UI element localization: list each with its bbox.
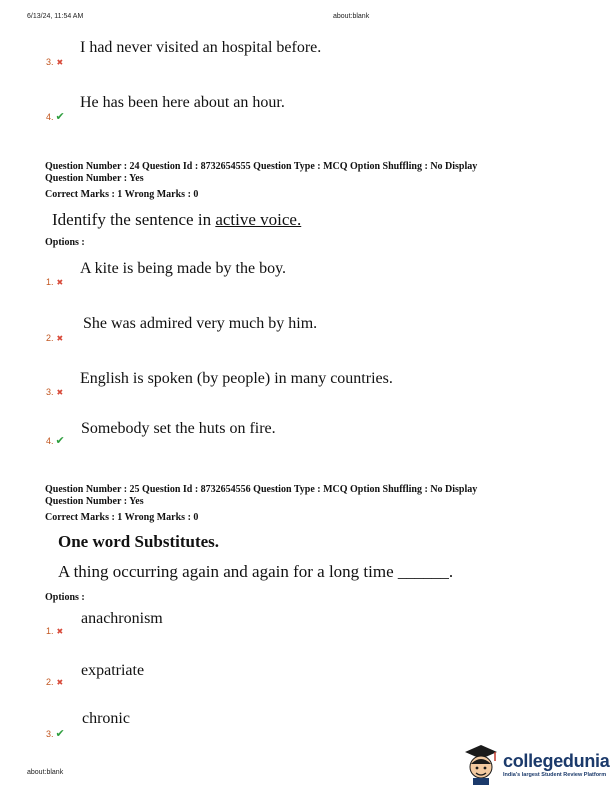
cross-icon: ✖ (56, 278, 64, 287)
q24-option-4-text: Somebody set the huts on fire. (81, 420, 276, 437)
q24-option-3-number: 3. ✖ (46, 387, 64, 397)
q24-option-3-text: English is spoken (by people) in many countries. (80, 370, 393, 387)
q24-option-2-number: 2. ✖ (46, 333, 64, 343)
collegedunia-logo (461, 742, 609, 786)
logo-tagline: India's largest Student Review Platform (503, 771, 607, 778)
check-icon: ✔ (55, 435, 65, 447)
prev-option-4-text: He has been here about an hour. (80, 94, 285, 111)
cross-icon: ✖ (56, 388, 64, 397)
check-icon: ✔ (55, 111, 65, 123)
q25-option-1-text: anachronism (81, 610, 163, 627)
q24-option-4-number: 4. ✔ (46, 435, 65, 447)
q25-option-2-text: expatriate (81, 662, 145, 679)
q24-options-label: Options : (45, 237, 85, 248)
cross-icon: ✖ (56, 58, 64, 67)
prev-option-3-text: I had never visited an hospital before. (80, 39, 322, 56)
print-url: about:blank (333, 13, 370, 20)
logo-name: collegedunia (503, 750, 610, 771)
q25-options-label: Options : (45, 592, 85, 603)
cross-icon: ✖ (56, 678, 64, 687)
q24-meta: Question Number : 24 Question Id : 8732654555 Question Type : MCQ Option Shuffling : No Display Question Number : Yes Correct Marks : 1 Wrong Marks : 0 (45, 161, 478, 200)
q25-option-2-number: 2. ✖ (46, 677, 64, 687)
q24-question-text: Identify the sentence in active voice. (52, 210, 302, 229)
q24-option-1-number: 1. ✖ (46, 277, 64, 287)
q24-option-2-text: She was admired very much by him. (83, 315, 318, 332)
q25-meta: Question Number : 25 Question Id : 8732654556 Question Type : MCQ Option Shuffling : No Display Question Number : Yes Correct Marks : 1 Wrong Marks : 0 (45, 484, 478, 523)
prev-option-3-number: 3. ✖ (46, 57, 64, 67)
q25-question-text: A thing occurring again and again for a long time ______. (58, 562, 454, 581)
prev-option-4-number: 4. ✔ (46, 111, 65, 123)
print-datetime: 6/13/24, 11:54 AM (27, 13, 84, 20)
q24-option-1-text: A kite is being made by the boy. (80, 260, 287, 277)
cross-icon: ✖ (56, 627, 64, 636)
cross-icon: ✖ (56, 334, 64, 343)
q25-option-3-text: chronic (82, 710, 130, 727)
check-icon: ✔ (55, 728, 65, 740)
graduate-mascot-icon (461, 742, 501, 786)
q25-option-1-number: 1. ✖ (46, 626, 64, 636)
footer-url: about:blank (27, 769, 64, 776)
q25-option-3-number: 3. ✔ (46, 728, 65, 740)
q25-heading: One word Substitutes. (58, 532, 220, 551)
